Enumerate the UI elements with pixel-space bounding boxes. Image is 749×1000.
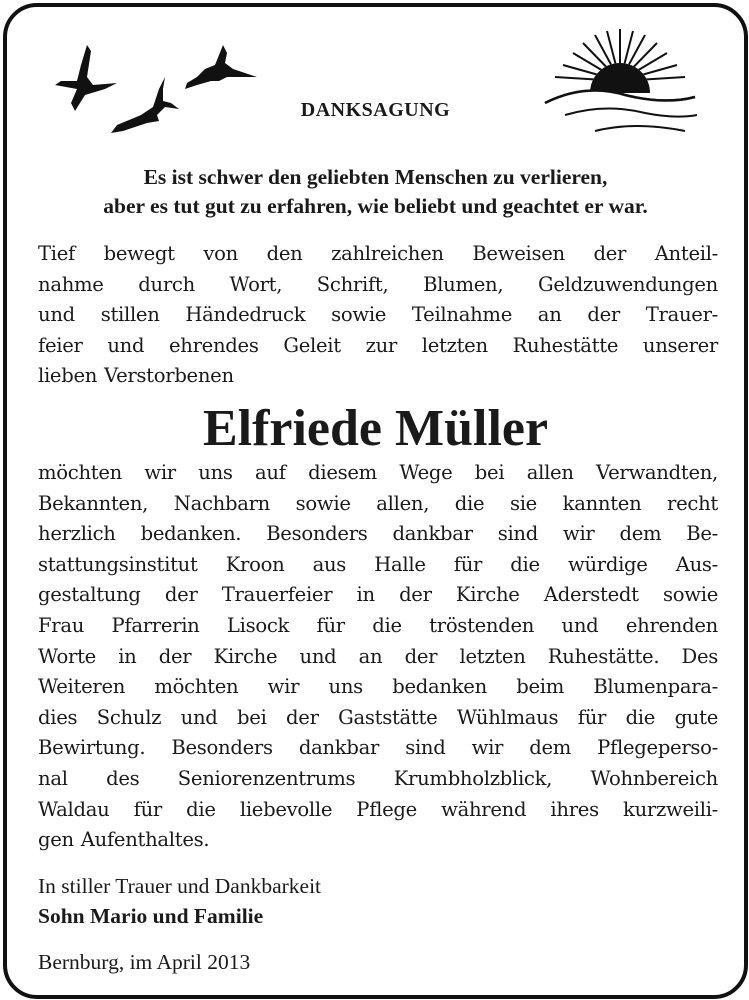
- text-line: Bewirtung. Besonders dankbar sind wir dem Pflegeperso-: [38, 736, 718, 760]
- text-line: feier und ehrendes Geleit zur letzten Ruhestätte unserer: [38, 333, 718, 357]
- place-date: Bernburg, im April 2013: [38, 950, 251, 974]
- flying-birds-icon: [47, 37, 267, 147]
- motto-line: Es ist schwer den geliebten Menschen zu verlieren,: [143, 165, 608, 189]
- motto: [27, 163, 724, 221]
- page-title: DANKSAGUNG: [300, 99, 451, 121]
- text-line: nahme durch Wort, Schrift, Blumen, Geldzuwendungen: [38, 272, 718, 296]
- text-line: Weiteren möchten wir uns bedanken beim Blumenpara-: [38, 675, 718, 699]
- text-line: lieben Verstorbenen: [38, 364, 234, 388]
- main-paragraph: [38, 458, 718, 856]
- text-line: dies Schulz und bei der Gaststätte Wühlmaus für die gute: [38, 705, 718, 729]
- text-line: stattungsinstitut Kroon aus Halle für die würdige Aus-: [38, 552, 718, 576]
- obituary-card: [3, 3, 748, 999]
- text-line: herzlich bedanken. Besonders dankbar sind wir dem Be-: [38, 522, 718, 546]
- text-line: nal des Seniorenzentrums Krumbholzblick, Wohnbereich: [38, 766, 718, 790]
- text-line: gen Aufenthaltes.: [38, 828, 210, 852]
- deceased-name: Elfriede Müller: [202, 400, 549, 457]
- text-line: Tief bewegt von den zahlreichen Beweisen der Anteil-: [38, 242, 718, 265]
- sunrise-icon: [535, 23, 705, 143]
- text-line: möchten wir uns auf diesem Wege bei allen Verwandten,: [38, 461, 718, 484]
- text-line: gestaltung der Trauerfeier in der Kirche Aderstedt sowie: [38, 583, 718, 607]
- closing: [38, 871, 321, 931]
- signature: Sohn Mario und Familie: [38, 904, 264, 928]
- intro-paragraph: [38, 239, 718, 392]
- text-line: Worte in der Kirche und an der letzten Ruhestätte. Des: [38, 644, 718, 668]
- text-line: Bekannten, Nachbarn sowie allen, die sie kannten recht: [38, 491, 718, 515]
- text-line: Waldau für die liebevolle Pflege während ihres kurzweili-: [38, 797, 718, 821]
- text-line: Frau Pfarrerin Lisock für die tröstenden und ehrenden: [38, 613, 718, 637]
- motto-line: aber es tut gut zu erfahren, wie beliebt und geachtet er war.: [103, 194, 648, 218]
- closing-phrase: In stiller Trauer und Dankbarkeit: [38, 874, 322, 898]
- text-line: und stillen Händedruck sowie Teilnahme an der Trauer-: [38, 303, 718, 327]
